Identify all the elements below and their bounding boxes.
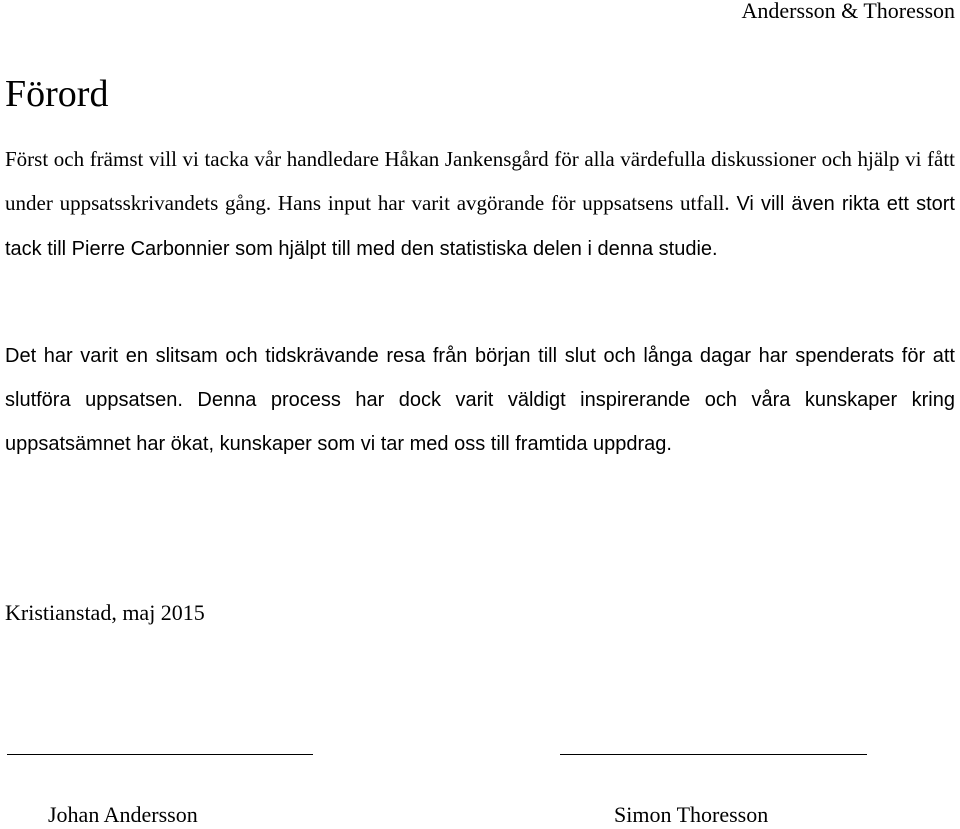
signature-name-left: Johan Andersson (48, 802, 198, 827)
paragraph-process: Det har varit en slitsam och tidskrävande resa från början till slut och långa dagar har spenderats för att slutföra uppsatsen. Denna process har dock varit väldigt inspirerande och våra kunskaper kring uppsatsämnet har ökat, kunskaper som vi tar med oss till framtida uppdrag. (5, 345, 955, 455)
signature-name-right: Simon Thoresson (614, 802, 769, 827)
signature-line-left (7, 754, 313, 755)
place-date: Kristianstad, maj 2015 (5, 600, 205, 625)
paragraph-acknowledgement (5, 137, 955, 271)
paragraph-1-serif-text: Först och främst vill vi tacka vår handledare Håkan Jankensgård för alla värdefulla diskussioner och hjälp vi fått under uppsatsskrivandets gång. Hans input har varit avgörande för uppsatsens utfall. (5, 147, 955, 215)
paragraph-1-sans-text: Vi vill även rikta ett stort tack till Pierre Carbonnier som hjälpt till med den statistiska delen i denna studie. (5, 193, 955, 260)
signature-line-right (560, 754, 867, 755)
page-title: Förord (5, 73, 109, 115)
header-authors: Andersson & Thoresson (741, 0, 955, 23)
